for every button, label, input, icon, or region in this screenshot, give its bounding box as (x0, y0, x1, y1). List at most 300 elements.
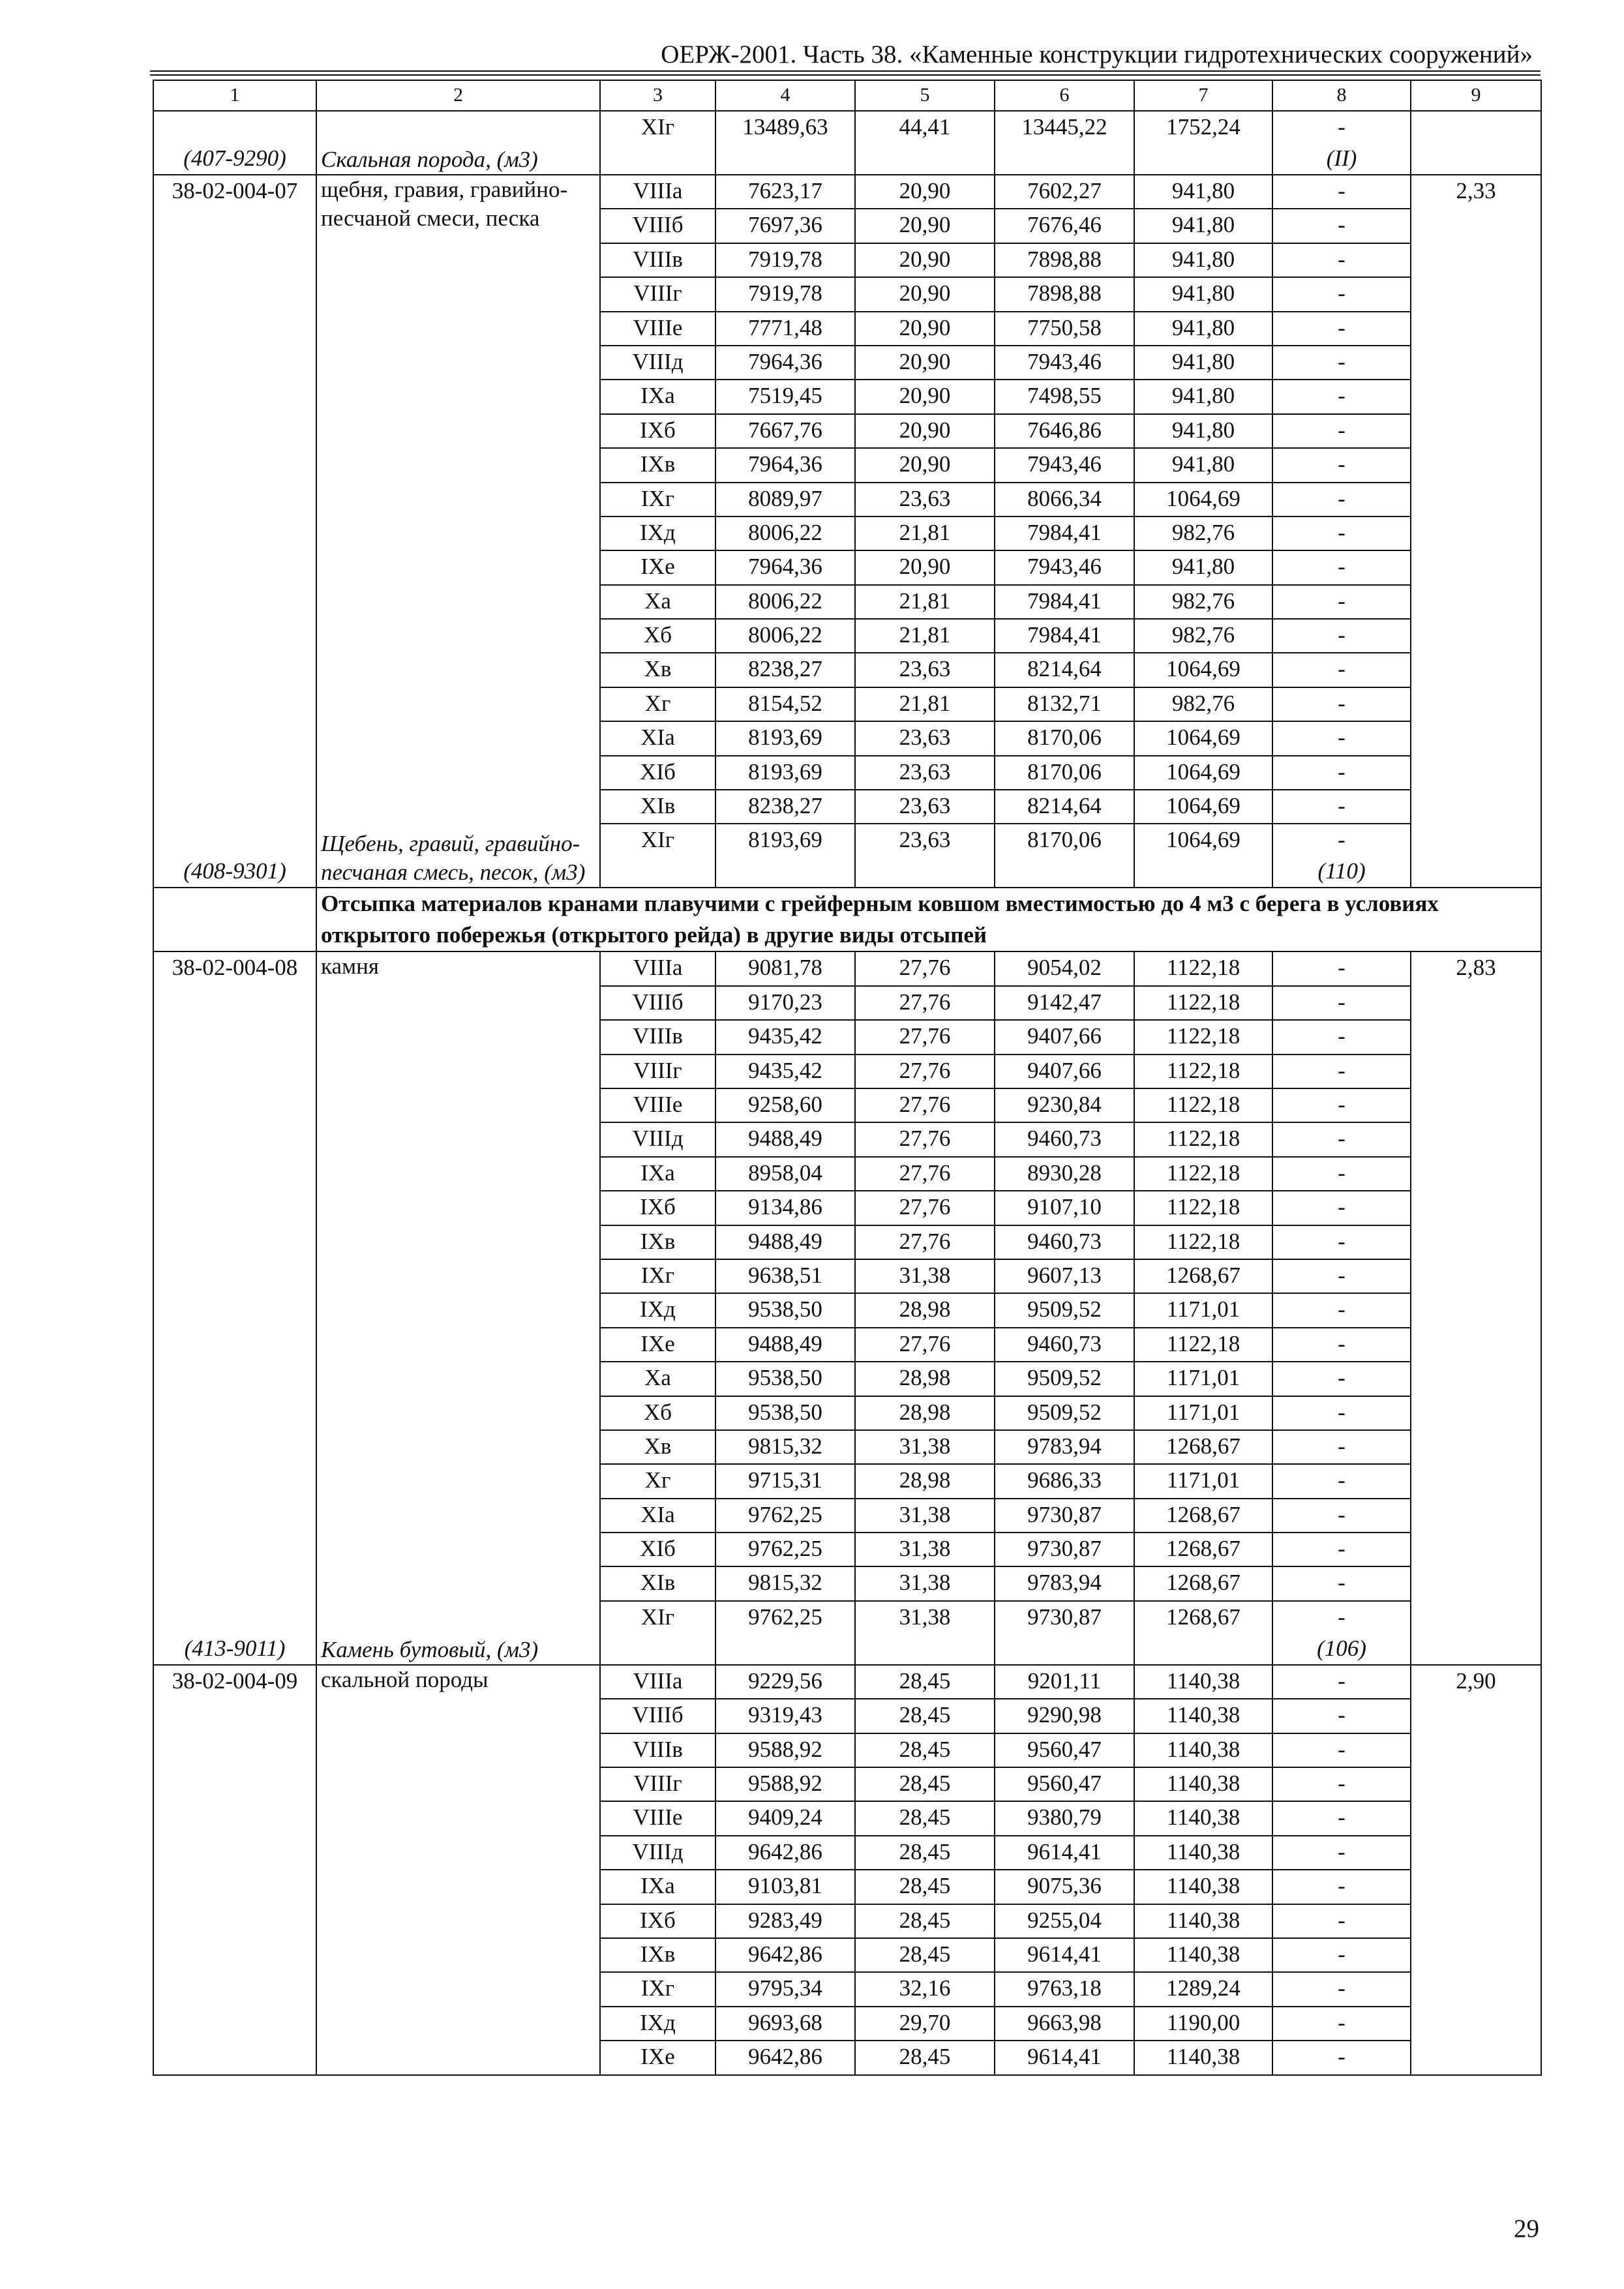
materials-cell (1272, 1601, 1411, 1665)
machine-cost-cell: 9380,79 (995, 1801, 1134, 1835)
resource-code: (408-9301) (183, 858, 286, 884)
total-cost-cell: 9258,60 (715, 1088, 855, 1122)
machine-cost-cell: 9509,52 (995, 1293, 1134, 1327)
materials-value: - (1338, 280, 1346, 307)
total-cost-cell: 9588,92 (715, 1733, 855, 1767)
operator-wage-cell: 941,80 (1134, 414, 1272, 448)
machine-cost-cell: 7984,41 (995, 585, 1134, 619)
machine-cost-cell: 9407,66 (995, 1055, 1134, 1088)
labor-cost-cell: 20,90 (855, 414, 995, 448)
labor-cost-cell: 28,45 (855, 1938, 995, 1972)
labor-cost-cell: 20,90 (855, 209, 995, 243)
materials-value: - (1338, 1091, 1346, 1117)
work-description: скальной породы (321, 1666, 489, 1692)
labor-cost-cell: 28,98 (855, 1396, 995, 1430)
machine-cost-cell: 9614,41 (995, 1938, 1134, 1972)
class-cell: IXа (600, 1157, 715, 1191)
materials-cell (1272, 756, 1411, 790)
column-number: 2 (316, 80, 600, 111)
materials-value: - (1338, 417, 1346, 443)
machine-cost-cell: 9460,73 (995, 1328, 1134, 1362)
materials-value: - (1338, 1736, 1346, 1762)
total-cost-cell: 9319,43 (715, 1699, 855, 1733)
class-cell: VIIIг (600, 1055, 715, 1088)
materials-value: - (1338, 1838, 1346, 1864)
materials-cell (1272, 243, 1411, 277)
operator-wage-cell: 1122,18 (1134, 986, 1272, 1020)
total-cost-cell: 8154,52 (715, 687, 855, 721)
operator-wage-cell: 941,80 (1134, 243, 1272, 277)
labor-cost-cell: 27,76 (855, 1055, 995, 1088)
operator-wage-cell: 982,76 (1134, 619, 1272, 653)
operator-wage-cell: 941,80 (1134, 380, 1272, 413)
total-cost-cell: 7623,17 (715, 175, 855, 209)
labor-cost-cell: 28,45 (855, 1870, 995, 1904)
operator-wage-cell: 1122,18 (1134, 1055, 1272, 1088)
materials-value: - (1338, 1433, 1346, 1459)
materials-value: - (1338, 212, 1346, 238)
total-cost-cell: 9283,49 (715, 1904, 855, 1938)
machine-cost-cell: 9730,87 (995, 1533, 1134, 1566)
operator-wage-cell: 982,76 (1134, 516, 1272, 550)
description-cell (316, 175, 600, 888)
operator-wage-cell: 1268,67 (1134, 1566, 1272, 1600)
materials-cell (1272, 1665, 1411, 1699)
materials-cell (1272, 1767, 1411, 1801)
operator-wage-cell: 1140,38 (1134, 1836, 1272, 1870)
materials-value: - (1338, 1907, 1346, 1933)
total-cost-cell: 9081,78 (715, 951, 855, 985)
materials-cell (1272, 1293, 1411, 1327)
labor-cost-cell: 28,98 (855, 1362, 995, 1396)
materials-value: - (1338, 1771, 1346, 1797)
column-number: 7 (1134, 80, 1272, 111)
materials-value: - (1338, 1057, 1346, 1083)
materials-cell (1272, 1088, 1411, 1122)
labor-cost-cell: 23,63 (855, 721, 995, 755)
total-cost-cell: 9795,34 (715, 1972, 855, 2006)
total-cost-cell: 9538,50 (715, 1396, 855, 1430)
operator-wage-cell: 1064,69 (1134, 824, 1272, 888)
operator-wage-cell: 1752,24 (1134, 111, 1272, 175)
materials-cell (1272, 2041, 1411, 2074)
operator-wage-cell: 1122,18 (1134, 1157, 1272, 1191)
total-cost-cell: 9815,32 (715, 1566, 855, 1600)
labor-cost-cell: 28,45 (855, 2041, 995, 2074)
total-cost-cell: 8006,22 (715, 585, 855, 619)
materials-value: - (1338, 955, 1346, 981)
class-cell: VIIIг (600, 1767, 715, 1801)
materials-value: - (1338, 314, 1346, 340)
materials-value: - (1338, 554, 1346, 580)
materials-cell (1272, 2007, 1411, 2041)
labor-cost-cell: 28,45 (855, 1767, 995, 1801)
total-cost-cell: 9642,86 (715, 2041, 855, 2074)
materials-cell (1272, 1499, 1411, 1533)
class-cell: XIг (600, 111, 715, 175)
total-cost-cell: 9170,23 (715, 986, 855, 1020)
labor-cost-cell: 31,38 (855, 1430, 995, 1464)
labor-cost-cell: 23,63 (855, 790, 995, 824)
operator-wage-cell: 1122,18 (1134, 1328, 1272, 1362)
operator-wage-cell: 1122,18 (1134, 1191, 1272, 1225)
materials-cell (1272, 1259, 1411, 1293)
materials-value: - (1338, 656, 1346, 682)
materials-value: - (1338, 114, 1346, 140)
total-cost-cell: 7667,76 (715, 414, 855, 448)
operator-wage-cell: 1122,18 (1134, 1020, 1272, 1054)
operator-wage-cell: 941,80 (1134, 346, 1272, 380)
operator-wage-cell: 1268,67 (1134, 1601, 1272, 1665)
machine-cost-cell: 9663,98 (995, 2007, 1134, 2041)
class-cell: VIIIб (600, 986, 715, 1020)
materials-value: - (1338, 1941, 1346, 1967)
column-number: 6 (995, 80, 1134, 111)
operator-wage-cell: 1268,67 (1134, 1533, 1272, 1566)
labor-cost-cell: 31,38 (855, 1601, 995, 1665)
machine-cost-cell: 9730,87 (995, 1499, 1134, 1533)
machine-cost-cell: 9460,73 (995, 1225, 1134, 1259)
machine-cost-cell: 8214,64 (995, 790, 1134, 824)
materials-resource-qty: (II) (1326, 145, 1357, 171)
machine-cost-cell: 9730,87 (995, 1601, 1134, 1665)
operator-wage-cell: 941,80 (1134, 175, 1272, 209)
total-cost-cell: 9638,51 (715, 1259, 855, 1293)
materials-value: - (1338, 1536, 1346, 1562)
column-numbers-row (153, 80, 1541, 111)
class-cell: VIIIв (600, 1020, 715, 1054)
class-cell: VIIIв (600, 1733, 715, 1767)
materials-cell (1272, 1328, 1411, 1362)
machine-cost-cell: 8930,28 (995, 1157, 1134, 1191)
operator-wage-cell: 1268,67 (1134, 1430, 1272, 1464)
labor-hours-cell: 2,33 (1411, 175, 1541, 888)
total-cost-cell: 8006,22 (715, 516, 855, 550)
description-cell (316, 111, 600, 175)
total-cost-cell: 9488,49 (715, 1328, 855, 1362)
machine-cost-cell: 8170,06 (995, 756, 1134, 790)
machine-cost-cell: 9509,52 (995, 1362, 1134, 1396)
machine-cost-cell: 7646,86 (995, 414, 1134, 448)
labor-cost-cell: 20,90 (855, 346, 995, 380)
operator-wage-cell: 1064,69 (1134, 483, 1272, 516)
labor-cost-cell: 20,90 (855, 243, 995, 277)
labor-cost-cell: 23,63 (855, 824, 995, 888)
operator-wage-cell: 1140,38 (1134, 1733, 1272, 1767)
operator-wage-cell: 1140,38 (1134, 2041, 1272, 2074)
materials-value: - (1338, 1501, 1346, 1527)
class-cell: XIб (600, 756, 715, 790)
class-cell: IXа (600, 1870, 715, 1904)
materials-cell (1272, 1733, 1411, 1767)
class-cell: VIIIг (600, 277, 715, 311)
description-cell (316, 1665, 600, 2075)
materials-cell (1272, 175, 1411, 209)
total-cost-cell: 9134,86 (715, 1191, 855, 1225)
materials-cell (1272, 585, 1411, 619)
class-cell: IXе (600, 550, 715, 584)
rates-table (153, 80, 1542, 2076)
materials-cell (1272, 951, 1411, 985)
machine-cost-cell: 9075,36 (995, 1870, 1134, 1904)
class-cell: Xб (600, 1396, 715, 1430)
machine-cost-cell: 9607,13 (995, 1259, 1134, 1293)
resource-name: Скальная порода, (м3) (321, 147, 538, 172)
materials-cell (1272, 653, 1411, 687)
section-code-cell (153, 888, 316, 951)
machine-cost-cell: 8170,06 (995, 721, 1134, 755)
operator-wage-cell: 982,76 (1134, 585, 1272, 619)
machine-cost-cell: 9763,18 (995, 1972, 1134, 2006)
materials-cell (1272, 1972, 1411, 2006)
materials-cell (1272, 277, 1411, 311)
operator-wage-cell: 941,80 (1134, 448, 1272, 482)
labor-cost-cell: 27,76 (855, 1088, 995, 1122)
table-row (153, 175, 1541, 209)
labor-cost-cell: 44,41 (855, 111, 995, 175)
class-cell: IXа (600, 380, 715, 413)
materials-cell (1272, 1122, 1411, 1156)
materials-cell (1272, 1055, 1411, 1088)
materials-value: - (1338, 519, 1346, 545)
machine-cost-cell: 7943,46 (995, 346, 1134, 380)
materials-value: - (1338, 485, 1346, 511)
section-title: Отсыпка материалов кранами плавучими с грейферным ковшом вместимостью до 4 м3 с берега в условиях открытого побережья (открытого рейда) в другие виды отсыпей (316, 888, 1541, 951)
machine-cost-cell: 9407,66 (995, 1020, 1134, 1054)
total-cost-cell: 9229,56 (715, 1665, 855, 1699)
class-cell: VIIIе (600, 1801, 715, 1835)
labor-cost-cell: 31,38 (855, 1499, 995, 1533)
operator-wage-cell: 1140,38 (1134, 1767, 1272, 1801)
labor-cost-cell: 27,76 (855, 1328, 995, 1362)
materials-value: - (1338, 1467, 1346, 1493)
operator-wage-cell: 1122,18 (1134, 951, 1272, 985)
class-cell: VIIIа (600, 1665, 715, 1699)
materials-value: - (1338, 1668, 1346, 1694)
machine-cost-cell: 9142,47 (995, 986, 1134, 1020)
class-cell: XIа (600, 1499, 715, 1533)
operator-wage-cell: 1140,38 (1134, 1938, 1272, 1972)
class-cell: IXб (600, 1904, 715, 1938)
machine-cost-cell: 7898,88 (995, 277, 1134, 311)
rate-code: 38-02-004-09 (172, 1668, 298, 1694)
total-cost-cell: 13489,63 (715, 111, 855, 175)
labor-cost-cell: 28,98 (855, 1464, 995, 1498)
description-cell (316, 951, 600, 1664)
materials-value: - (1338, 1570, 1346, 1596)
labor-cost-cell: 27,76 (855, 951, 995, 985)
labor-hours-cell (1411, 111, 1541, 175)
materials-value: - (1338, 758, 1346, 785)
materials-cell (1272, 1801, 1411, 1835)
page-header (150, 38, 1541, 76)
total-cost-cell: 9488,49 (715, 1122, 855, 1156)
total-cost-cell: 8193,69 (715, 824, 855, 888)
class-cell: Xа (600, 1362, 715, 1396)
class-cell: XIв (600, 790, 715, 824)
materials-value: - (1338, 989, 1346, 1015)
machine-cost-cell: 9614,41 (995, 1836, 1134, 1870)
materials-value: - (1338, 827, 1346, 853)
materials-cell (1272, 1870, 1411, 1904)
machine-cost-cell: 7498,55 (995, 380, 1134, 413)
class-cell: IXв (600, 448, 715, 482)
class-cell: VIIIа (600, 951, 715, 985)
labor-cost-cell: 21,81 (855, 619, 995, 653)
class-cell: XIв (600, 1566, 715, 1600)
labor-cost-cell: 21,81 (855, 585, 995, 619)
labor-hours-cell: 2,90 (1411, 1665, 1541, 2075)
labor-cost-cell: 23,63 (855, 756, 995, 790)
materials-value: - (1338, 246, 1346, 272)
resource-code: (407-9290) (183, 145, 286, 171)
materials-cell (1272, 1464, 1411, 1498)
labor-cost-cell: 20,90 (855, 448, 995, 482)
labor-cost-cell: 27,76 (855, 986, 995, 1020)
materials-value: - (1338, 1702, 1346, 1728)
labor-cost-cell: 21,81 (855, 687, 995, 721)
labor-cost-cell: 27,76 (855, 1020, 995, 1054)
materials-value: - (1338, 1296, 1346, 1323)
total-cost-cell: 8089,97 (715, 483, 855, 516)
class-cell: XIб (600, 1533, 715, 1566)
class-cell: IXв (600, 1225, 715, 1259)
class-cell: IXг (600, 483, 715, 516)
class-cell: Xа (600, 585, 715, 619)
machine-cost-cell: 8214,64 (995, 653, 1134, 687)
materials-value: - (1338, 690, 1346, 716)
class-cell: IXд (600, 516, 715, 550)
class-cell: IXд (600, 1293, 715, 1327)
materials-value: - (1338, 1365, 1346, 1391)
class-cell: IXв (600, 1938, 715, 1972)
materials-cell (1272, 687, 1411, 721)
rate-code-cell (153, 111, 316, 175)
labor-hours-cell: 2,83 (1411, 951, 1541, 1664)
materials-value: - (1338, 1228, 1346, 1254)
materials-cell (1272, 312, 1411, 346)
materials-value: - (1338, 383, 1346, 409)
materials-value: - (1338, 1330, 1346, 1356)
total-cost-cell: 8958,04 (715, 1157, 855, 1191)
total-cost-cell: 9642,86 (715, 1836, 855, 1870)
labor-cost-cell: 28,45 (855, 1699, 995, 1733)
class-cell: VIIIб (600, 209, 715, 243)
total-cost-cell: 7964,36 (715, 448, 855, 482)
class-cell: Xб (600, 619, 715, 653)
total-cost-cell: 7964,36 (715, 550, 855, 584)
machine-cost-cell: 9230,84 (995, 1088, 1134, 1122)
labor-cost-cell: 28,45 (855, 1665, 995, 1699)
class-cell: IXе (600, 2041, 715, 2074)
class-cell: IXд (600, 2007, 715, 2041)
machine-cost-cell: 9255,04 (995, 1904, 1134, 1938)
materials-value: - (1338, 1399, 1346, 1425)
class-cell: VIIIе (600, 1088, 715, 1122)
class-cell: VIIIа (600, 175, 715, 209)
class-cell: XIг (600, 824, 715, 888)
total-cost-cell: 7964,36 (715, 346, 855, 380)
header-rule (150, 70, 1541, 72)
materials-cell (1272, 1533, 1411, 1566)
materials-value: - (1338, 1159, 1346, 1186)
class-cell: XIг (600, 1601, 715, 1665)
page-number: 29 (1514, 2215, 1539, 2243)
machine-cost-cell: 13445,22 (995, 111, 1134, 175)
materials-value: - (1338, 1126, 1346, 1152)
class-cell: IXг (600, 1972, 715, 2006)
labor-cost-cell: 23,63 (855, 653, 995, 687)
materials-cell (1272, 790, 1411, 824)
column-number: 9 (1411, 80, 1541, 111)
operator-wage-cell: 982,76 (1134, 687, 1272, 721)
machine-cost-cell: 7943,46 (995, 448, 1134, 482)
machine-cost-cell: 9686,33 (995, 1464, 1134, 1498)
materials-cell (1272, 1699, 1411, 1733)
machine-cost-cell: 9201,11 (995, 1665, 1134, 1699)
labor-cost-cell: 28,45 (855, 1904, 995, 1938)
resource-code: (413-9011) (184, 1635, 286, 1661)
total-cost-cell: 7919,78 (715, 243, 855, 277)
operator-wage-cell: 1190,00 (1134, 2007, 1272, 2041)
column-number: 1 (153, 80, 316, 111)
materials-value: - (1338, 1873, 1346, 1899)
machine-cost-cell: 8170,06 (995, 824, 1134, 888)
operator-wage-cell: 1140,38 (1134, 1870, 1272, 1904)
materials-value: - (1338, 1023, 1346, 1049)
materials-cell (1272, 414, 1411, 448)
labor-cost-cell: 20,90 (855, 550, 995, 584)
operator-wage-cell: 1171,01 (1134, 1396, 1272, 1430)
table-row (153, 1665, 1541, 1699)
section-title-row (153, 888, 1541, 951)
machine-cost-cell: 9783,94 (995, 1566, 1134, 1600)
machine-cost-cell: 7750,58 (995, 312, 1134, 346)
machine-cost-cell: 7984,41 (995, 619, 1134, 653)
total-cost-cell: 9488,49 (715, 1225, 855, 1259)
machine-cost-cell: 9614,41 (995, 2041, 1134, 2074)
materials-cell (1272, 986, 1411, 1020)
class-cell: VIIIд (600, 1122, 715, 1156)
operator-wage-cell: 1268,67 (1134, 1259, 1272, 1293)
materials-cell (1272, 550, 1411, 584)
table-row (153, 951, 1541, 985)
operator-wage-cell: 1064,69 (1134, 790, 1272, 824)
labor-cost-cell: 20,90 (855, 277, 995, 311)
total-cost-cell: 9538,50 (715, 1362, 855, 1396)
materials-cell (1272, 1020, 1411, 1054)
total-cost-cell: 8238,27 (715, 790, 855, 824)
machine-cost-cell: 7602,27 (995, 175, 1134, 209)
materials-cell (1272, 1157, 1411, 1191)
labor-cost-cell: 27,76 (855, 1191, 995, 1225)
rate-code-cell (153, 175, 316, 888)
labor-cost-cell: 31,38 (855, 1566, 995, 1600)
materials-cell (1272, 721, 1411, 755)
machine-cost-cell: 9460,73 (995, 1122, 1134, 1156)
total-cost-cell: 9435,42 (715, 1020, 855, 1054)
labor-cost-cell: 27,76 (855, 1225, 995, 1259)
machine-cost-cell: 9290,98 (995, 1699, 1134, 1733)
labor-cost-cell: 20,90 (855, 380, 995, 413)
total-cost-cell: 7771,48 (715, 312, 855, 346)
materials-value: - (1338, 725, 1346, 751)
total-cost-cell: 9693,68 (715, 2007, 855, 2041)
total-cost-cell: 9435,42 (715, 1055, 855, 1088)
machine-cost-cell: 7898,88 (995, 243, 1134, 277)
total-cost-cell: 9409,24 (715, 1801, 855, 1835)
machine-cost-cell: 9509,52 (995, 1396, 1134, 1430)
